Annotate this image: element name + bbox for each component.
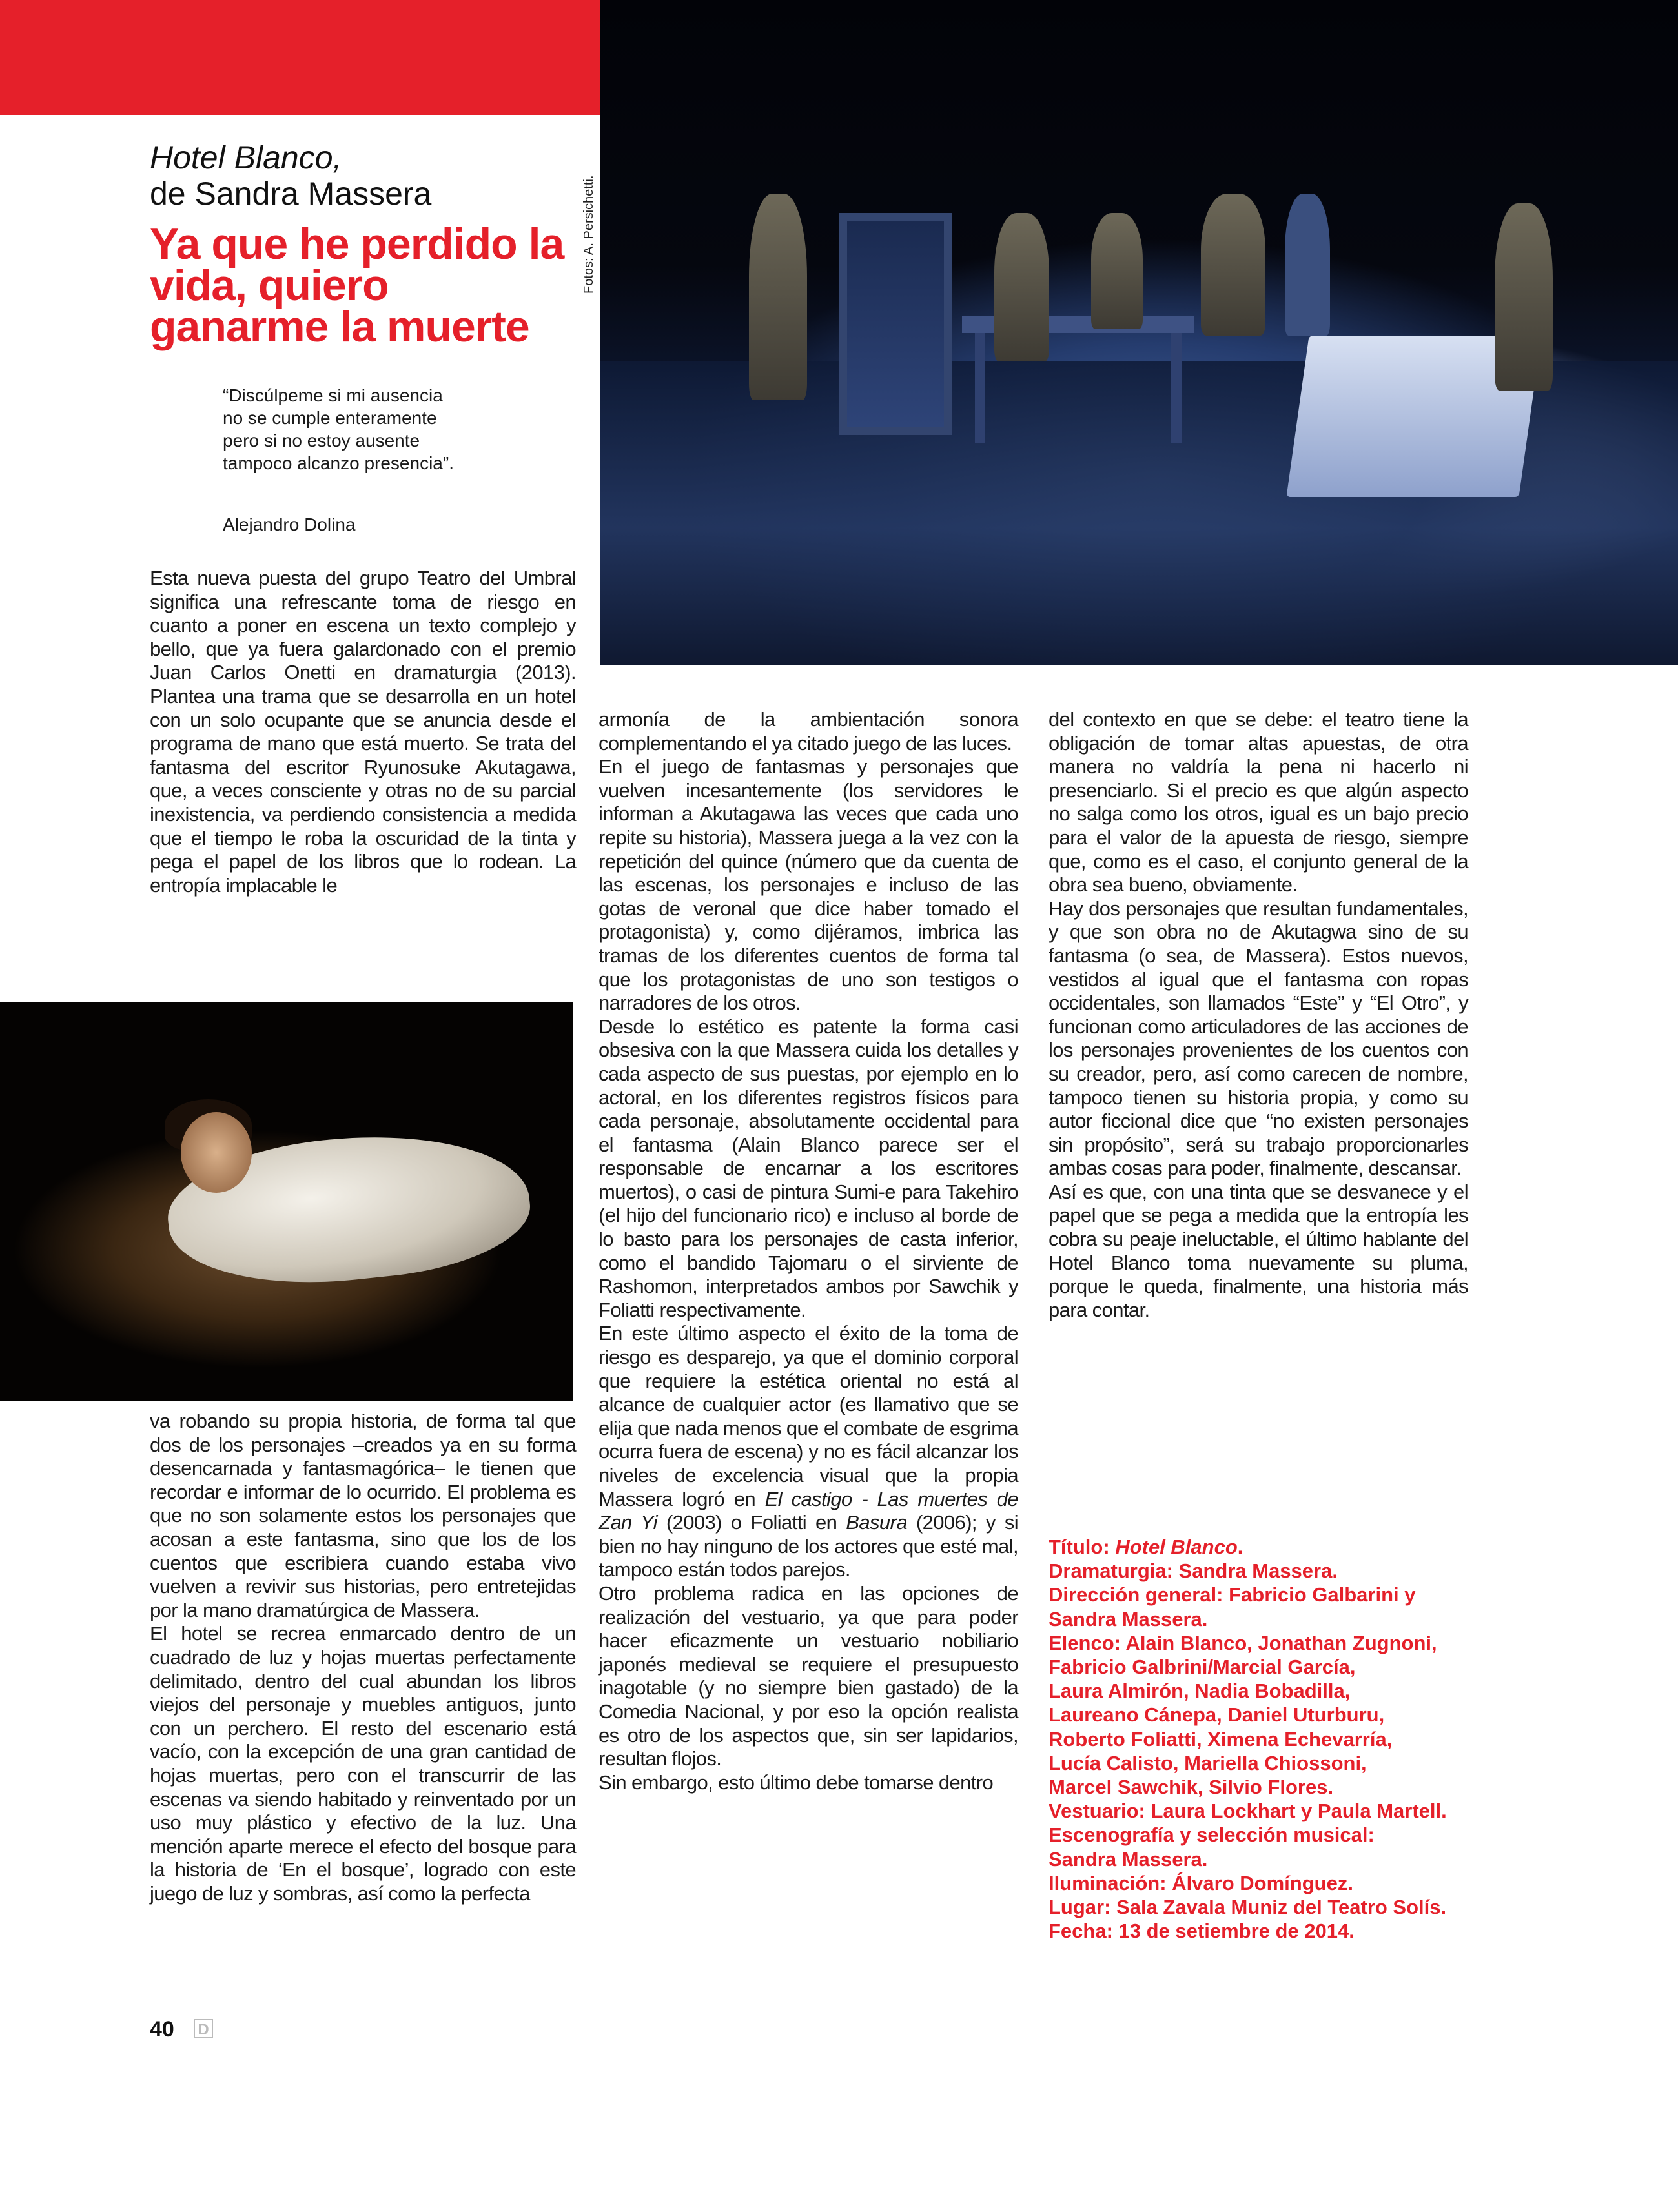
work-title: Basura: [846, 1511, 907, 1534]
credit-line: Laureano Cánepa, Daniel Uturburu,: [1049, 1703, 1385, 1727]
paragraph: En el juego de fantasmas y personajes que vuelven incesantemente (los servidores le informan a Akutagawa las veces que cada uno repite su historia), Massera juega a la vez con la repetición del quince (número que da cuenta de las escenas, los personajes e incluso de las gotas de veronal que dice haber tomado el protagonista) y, como dijéramos, imbrica las tramas de los diferentes cuentos de forma tal que los protagonistas de uno son testigos o narradores de los otros.: [599, 755, 1018, 1015]
credits-box: [1049, 1535, 1488, 1943]
column-3: [1049, 708, 1468, 1322]
paragraph: del contexto en que se debe: el teatro tiene la obligación de tomar altas apuestas, de otra manera no valdría la pena ni hacerlo ni presenciarlo. Si el precio es que algún aspecto no salga como los otros, igual es un bajo precio para el valor de la apuesta de riesgo, siempre que, como es el caso, el conjunto general de la obra sea bueno, obviamente.: [1049, 708, 1468, 897]
play-title: Hotel Blanco,: [150, 139, 342, 176]
paragraph: [599, 1322, 1018, 1582]
credit-label: Título:: [1049, 1536, 1110, 1558]
paragraph: El hotel se recrea enmarcado dentro de un cuadrado de luz y hojas muertas perfectamente delimitado, dentro del cual abundan los libros viejos del personaje y muebles antiguos, junto con un perchero. El resto del escenario está vacío, con la excepción de una gran cantidad de hojas muertas, pero con el transcurrir de las escenas va siendo habitado y reinventado por un uso muy plástico y efectivo de la luz. Una mención aparte merece el efecto del bosque para la historia de ‘En el bosque’, logrado con este juego de luz y sombras, así como la perfecta: [150, 1622, 576, 1905]
credit-line: Título: Hotel Blanco.: [1049, 1536, 1243, 1558]
magazine-logo: D: [194, 2019, 213, 2038]
credit-line: Escenografía y selección musical:: [1049, 1823, 1375, 1847]
credit-line: Fecha: 13 de setiembre de 2014.: [1049, 1920, 1355, 1943]
credit-line: Iluminación: Álvaro Domínguez.: [1049, 1871, 1353, 1894]
play-author: de Sandra Massera: [150, 176, 432, 212]
paragraph: armonía de la ambientación sonora complementando el ya citado juego de las luces.: [599, 708, 1018, 755]
text-run: (2006); y si bien no hay ninguno de los actores que esté mal, tampoco están todos parejos.: [599, 1511, 1019, 1581]
actor-head: [181, 1112, 252, 1193]
column-2: [599, 708, 1018, 1794]
actor-photo: [0, 1002, 573, 1401]
article-headline: Ya que he perdido la vida, quiero ganarme la muerte: [150, 219, 564, 351]
credit-line: Fabricio Galbrini/Marcial García,: [1049, 1656, 1356, 1679]
photo-credit-text: Fotos: A. Persichetti.: [582, 175, 596, 294]
actor-figure: [1201, 194, 1265, 336]
credit-line: Dramaturgia: Sandra Massera.: [1049, 1559, 1338, 1583]
epigraph-author: Alejandro Dolina: [223, 514, 356, 534]
credit-line: Laura Almirón, Nadia Bobadilla,: [1049, 1679, 1351, 1703]
actor-figure: [1495, 203, 1553, 391]
paragraph: Sin embargo, esto último debe tomarse dentro: [599, 1771, 994, 1794]
credit-line: Lugar: Sala Zavala Muniz del Teatro Solís.: [1049, 1896, 1447, 1919]
column-1-bottom: [150, 1410, 576, 1905]
epigraph-line: pero si no estoy ausente: [223, 431, 420, 451]
credit-title: Hotel Blanco: [1115, 1536, 1238, 1558]
actor-figure: [1091, 213, 1143, 329]
red-header-bar: [0, 0, 600, 115]
paragraph: va robando su propia historia, de forma tal que dos de los personajes –creados ya en su forma desencarnada y fantasmagórica– le tienen que recordar e informar de lo ocurrido. El problema es que no son solamente estos los personajes que acosan a este fantasma, sino que los de los cuentos que escribiera cuando estaba vivo vuelven a revivir sus historias, pero entretejidas por la mano dramatúrgica de Massera.: [150, 1410, 576, 1621]
work-title: El castigo - Las muertes de Zan Yi: [599, 1487, 1018, 1534]
credit-line: Marcel Sawchik, Silvio Flores.: [1049, 1776, 1334, 1799]
mirror-prop: [839, 213, 952, 435]
stage-photo: [600, 0, 1678, 665]
epigraph: [223, 384, 481, 474]
paragraph: Desde lo estético es patente la forma casi obsesiva con la que Massera cuida los detalles y cada aspecto de sus puestas, por ejemplo en lo actoral, en los diferentes registros físicos para cada personaje, absolutamente occidental para el fantasma (Alain Blanco parece ser el responsable de encarnar a los escritores muertos), o casi de pintura Sumi-e para Takehiro (el hijo del funcionario rico) e incluso al borde de lo basto para los personajes de casta inferior, como el bandido Tajomaru o el sirviente de Rashomon, interpretados ambos por Sawchik y Foliatti respectivamente.: [599, 1015, 1018, 1321]
article-kicker: [150, 139, 431, 212]
paragraph: Hay dos personajes que resultan fundamentales, y que son obra no de Akutagwa sino de su fantasma (o sea, de Massera). Estos nuevos, vestidos al igual que el fantasma con ropas occidentales, son llamados “Este” y “El Otro”, y funcionan como articuladores de las acciones de los personajes provenientes de los cuentos con su creador, pero, así como carecen de nombre, tampoco tienen su historia propia, y como su autor ficcional dice que “no existen personajes sin propósito”, será su trabajo proporcionarles ambas cosas para poder, finalmente, descansar.: [1049, 897, 1468, 1180]
credit-line: Sandra Massera.: [1049, 1607, 1208, 1630]
credit-line: Vestuario: Laura Lockhart y Paula Martell.: [1049, 1800, 1447, 1823]
credit-line: Sandra Massera.: [1049, 1847, 1208, 1871]
photo-credit: [579, 148, 602, 297]
column-1-top: [150, 567, 576, 897]
page-number: 40: [150, 2017, 174, 2042]
paragraph: Así es que, con una tinta que se desvanece y el papel que se pega a medida que la entropía les cobra su peaje ineluctable, el último hablante del Hotel Blanco toma nuevamente su pluma, porque le queda, finalmente, una historia más para contar.: [1049, 1180, 1468, 1321]
epigraph-line: no se cumple enteramente: [223, 408, 437, 428]
credit-line: Lucía Calisto, Mariella Chiossoni,: [1049, 1751, 1367, 1774]
epigraph-line: “Discúlpeme si mi ausencia: [223, 385, 443, 405]
paragraph: Otro problema radica en las opciones de realización del vestuario, ya que para poder hacer eficazmente un vestuario nobiliario japonés medieval se requiere el presupuesto inagotable (y no siempre bien gastado) de la Comedia Nacional, y por eso la opción realista es otro de los aspectos que, sin ser lapidarios, resultan flojos.: [599, 1581, 1018, 1771]
actor-figure: [994, 213, 1049, 361]
actor-figure: [1285, 194, 1330, 336]
paragraph: Esta nueva puesta del grupo Teatro del Umbral significa una refrescante toma de riesgo en cuanto a poner en escena un texto complejo y bello, que ya fuera galardonado con el premio Juan Carlos Onetti en dramaturgia (2013). Plantea una trama que se desarrolla en un hotel con un solo ocupante que se anuncia desde el programa de mano que está muerto. Se trata del fantasma del escritor Ryunosuke Akutagawa, que, a veces consciente y otras no de su parcial inexistencia, va perdiendo consistencia a medida que el tiempo le roba la oscuridad de la tinta y pega el papel de los libros que lo rodean. La entropía implacable le: [150, 567, 576, 897]
credit-line: Dirección general: Fabricio Galbarini y: [1049, 1583, 1416, 1607]
text-run: En este último aspecto el éxito de la toma de riesgo es desparejo, ya que el dominio corporal que requiere la estética oriental no está al alcance de cualquier actor (es llamativo que se elija que nada menos que el combate de esgrima ocurra fuera de escena) y no es fácil alcanzar los niveles de excelencia visual que la propia Massera logró en: [599, 1322, 1018, 1510]
credit-line: Roberto Foliatti, Ximena Echevarría,: [1049, 1727, 1393, 1750]
actor-figure: [749, 194, 807, 400]
epigraph-line: tampoco alcanzo presencia”.: [223, 453, 454, 473]
text-run: (2003) o Foliatti en: [666, 1511, 837, 1534]
credit-line: Elenco: Alain Blanco, Jonathan Zugnoni,: [1049, 1631, 1437, 1654]
